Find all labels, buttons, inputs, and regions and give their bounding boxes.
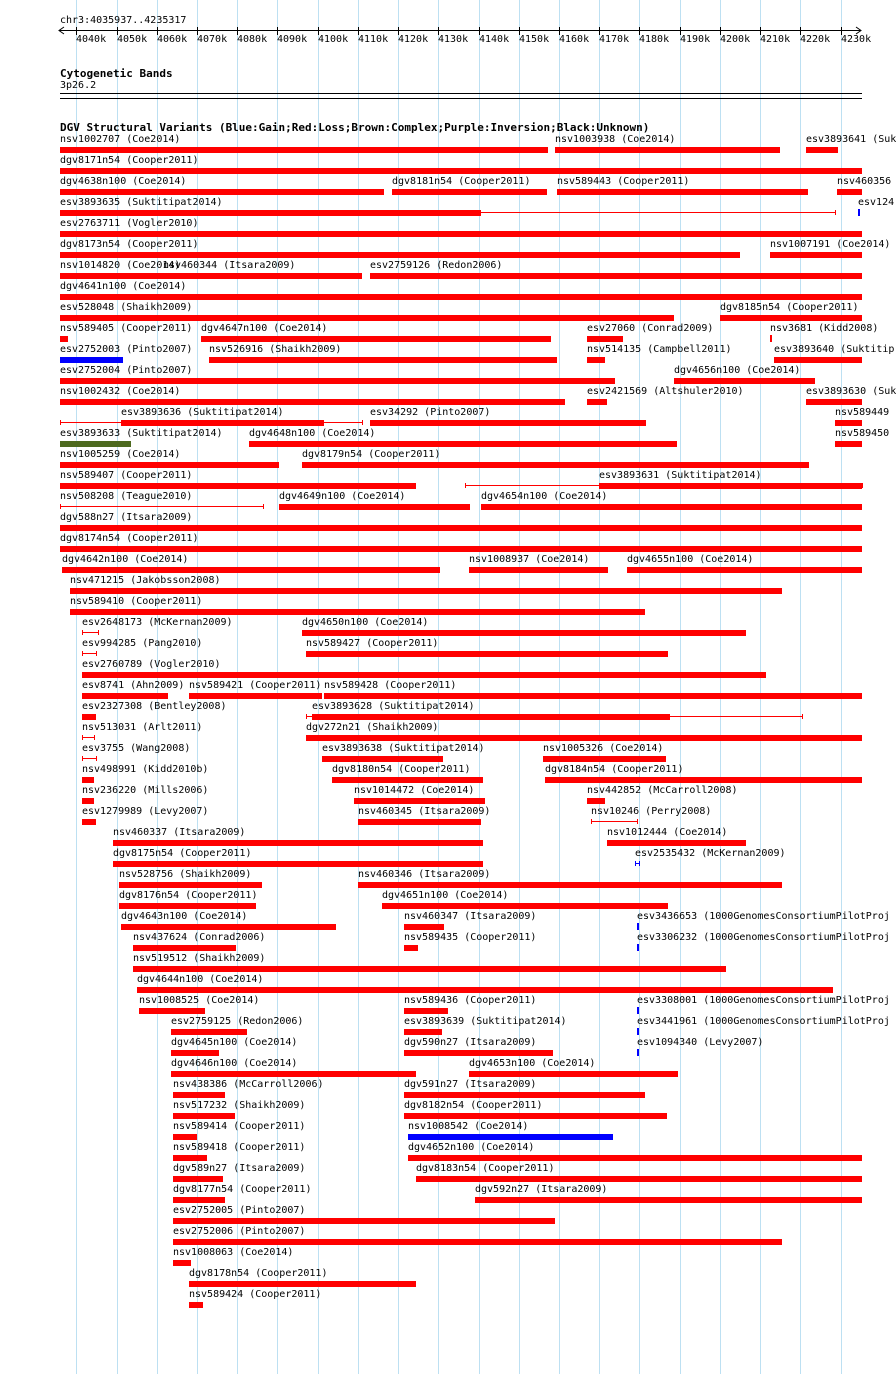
- sv-feature-bar[interactable]: [302, 462, 809, 468]
- sv-feature-bar[interactable]: [392, 189, 547, 195]
- sv-feature-bar[interactable]: [302, 630, 746, 636]
- sv-feature-line[interactable]: [82, 632, 98, 633]
- sv-feature-bar[interactable]: [173, 1197, 225, 1203]
- axis-tick-label: 4200k: [720, 34, 751, 45]
- sv-feature-label[interactable]: nsv589428 (Cooper2011): [324, 680, 457, 691]
- sv-feature-bar[interactable]: [404, 924, 444, 930]
- sv-feature-label[interactable]: nsv1007191 (Coe2014): [770, 239, 891, 250]
- track-divider: [60, 98, 862, 99]
- sv-feature-label[interactable]: esv2421569 (Altshuler2010): [587, 386, 744, 397]
- axis-tick-label: 4190k: [680, 34, 711, 45]
- sv-feature-bar[interactable]: [70, 609, 645, 615]
- sv-feature-line[interactable]: [82, 653, 96, 654]
- sv-feature-cap: [591, 819, 592, 824]
- sv-feature-label[interactable]: nsv1002707 (Coe2014): [60, 134, 181, 145]
- sv-feature-label[interactable]: dgv8181n54 (Cooper2011): [392, 176, 531, 187]
- sv-feature-bar[interactable]: [60, 315, 674, 321]
- sv-feature-label[interactable]: dgv4638n100 (Coe2014): [60, 176, 187, 187]
- sv-feature-bar[interactable]: [60, 231, 862, 237]
- sv-feature-label[interactable]: esv3893631 (Suktitipat2014): [599, 470, 762, 481]
- sv-feature-label[interactable]: dgv4652n100 (Coe2014): [408, 1142, 535, 1153]
- sv-feature-label[interactable]: nsv460347 (Itsara2009): [404, 911, 537, 922]
- sv-feature-label[interactable]: esv3893640 (Suktitip: [774, 344, 895, 355]
- axis-tick-label: 4080k: [237, 34, 268, 45]
- gridline: [841, 0, 842, 1374]
- sv-feature-label[interactable]: nsv1003938 (Coe2014): [555, 134, 676, 145]
- sv-feature-label[interactable]: dgv4656n100 (Coe2014): [674, 365, 801, 376]
- axis-tick-label: 4220k: [800, 34, 831, 45]
- sv-feature-bar[interactable]: [835, 441, 862, 447]
- sv-feature-label[interactable]: esv3893641 (Suk: [806, 134, 896, 145]
- sv-feature-label[interactable]: esv3306232 (1000GenomesConsortiumPilotProj: [637, 932, 890, 943]
- sv-feature-label[interactable]: esv3893633 (Suktitipat2014): [60, 428, 223, 439]
- sv-feature-bar[interactable]: [60, 336, 68, 342]
- sv-feature-cap: [98, 630, 99, 635]
- sv-feature-mark[interactable]: [637, 944, 639, 951]
- sv-feature-label[interactable]: dgv592n27 (Itsara2009): [475, 1184, 608, 1195]
- sv-feature-label[interactable]: dgv8174n54 (Cooper2011): [60, 533, 199, 544]
- sv-feature-bar[interactable]: [279, 504, 470, 510]
- sv-feature-bar[interactable]: [354, 798, 485, 804]
- sv-feature-bar[interactable]: [545, 777, 862, 783]
- sv-feature-label[interactable]: esv2535432 (McKernan2009): [635, 848, 786, 859]
- sv-feature-bar[interactable]: [469, 567, 608, 573]
- sv-feature-bar[interactable]: [60, 210, 481, 216]
- sv-feature-bar[interactable]: [82, 714, 96, 720]
- sv-feature-label[interactable]: nsv1008542 (Coe2014): [408, 1121, 529, 1132]
- sv-feature-bar[interactable]: [189, 693, 322, 699]
- sv-feature-bar[interactable]: [60, 147, 548, 153]
- sv-feature-label[interactable]: nsv1008063 (Coe2014): [173, 1247, 294, 1258]
- sv-feature-bar[interactable]: [587, 336, 623, 342]
- gridline: [639, 0, 640, 1374]
- sv-feature-line[interactable]: [60, 506, 263, 507]
- sv-feature-label[interactable]: nsv1002432 (Coe2014): [60, 386, 181, 397]
- sv-feature-cap: [60, 420, 61, 425]
- axis-tick-label: 4090k: [277, 34, 308, 45]
- sv-feature-label[interactable]: esv3893630 (Suk: [806, 386, 896, 397]
- sv-feature-label[interactable]: nsv438386 (McCarroll2006): [173, 1079, 324, 1090]
- sv-feature-bar[interactable]: [82, 798, 94, 804]
- sv-feature-label[interactable]: esv124: [858, 197, 895, 208]
- sv-feature-bar[interactable]: [557, 189, 808, 195]
- sv-feature-label[interactable]: nsv514135 (Campbell2011): [587, 344, 732, 355]
- sv-feature-bar[interactable]: [60, 168, 862, 174]
- sv-feature-label[interactable]: nsv1008525 (Coe2014): [139, 995, 260, 1006]
- sv-feature-bar[interactable]: [370, 420, 646, 426]
- sv-feature-bar[interactable]: [121, 924, 336, 930]
- axis-tick-label: 4050k: [117, 34, 148, 45]
- sv-feature-label[interactable]: nsv460344 (Itsara2009): [163, 260, 296, 271]
- sv-feature-bar[interactable]: [173, 1134, 197, 1140]
- sv-feature-bar[interactable]: [469, 1071, 678, 1077]
- sv-feature-label[interactable]: dgv4645n100 (Coe2014): [171, 1037, 298, 1048]
- sv-feature-bar[interactable]: [169, 945, 225, 951]
- sv-feature-label[interactable]: nsv1014472 (Coe2014): [354, 785, 475, 796]
- cytoband-label: 3p26.2: [60, 80, 97, 91]
- sv-feature-bar[interactable]: [60, 546, 862, 552]
- sv-feature-label[interactable]: nsv526916 (Shaikh2009): [209, 344, 342, 355]
- sv-feature-label[interactable]: nsv589407 (Cooper2011): [60, 470, 193, 481]
- sv-feature-label[interactable]: dgv8183n54 (Cooper2011): [416, 1163, 555, 1174]
- sv-feature-label[interactable]: dgv588n27 (Itsara2009): [60, 512, 193, 523]
- sv-feature-bar[interactable]: [189, 1302, 203, 1308]
- sv-feature-bar[interactable]: [249, 441, 677, 447]
- sv-feature-cap: [465, 483, 466, 488]
- axis-tick-label: 4170k: [599, 34, 630, 45]
- sv-feature-label[interactable]: nsv460346 (Itsara2009): [358, 869, 491, 880]
- sv-feature-label[interactable]: nsv460345 (Itsara2009): [358, 806, 491, 817]
- sv-feature-bar[interactable]: [332, 777, 483, 783]
- sv-feature-label[interactable]: esv3441961 (1000GenomesConsortiumPilotProj: [637, 1016, 890, 1027]
- sv-feature-label[interactable]: esv2760789 (Vogler2010): [82, 659, 221, 670]
- sv-feature-cap: [82, 630, 83, 635]
- sv-feature-cap: [862, 483, 863, 488]
- gridline: [559, 0, 560, 1374]
- sv-feature-label[interactable]: dgv4647n100 (Coe2014): [201, 323, 328, 334]
- sv-feature-label[interactable]: dgv8171n54 (Cooper2011): [60, 155, 199, 166]
- position-label: chr3:4035937..4235317: [60, 15, 187, 26]
- sv-feature-bar[interactable]: [358, 882, 782, 888]
- sv-feature-bar[interactable]: [201, 336, 551, 342]
- sv-feature-bar[interactable]: [171, 1050, 219, 1056]
- sv-feature-label[interactable]: esv994285 (Pang2010): [82, 638, 203, 649]
- sv-feature-bar[interactable]: [82, 672, 766, 678]
- sv-feature-bar[interactable]: [60, 252, 740, 258]
- sv-feature-bar[interactable]: [404, 945, 418, 951]
- sv-feature-label[interactable]: dgv4646n100 (Coe2014): [171, 1058, 298, 1069]
- sv-feature-label[interactable]: dgv4641n100 (Coe2014): [60, 281, 187, 292]
- sv-feature-bar[interactable]: [837, 189, 862, 195]
- sv-feature-label[interactable]: esv3893635 (Suktitipat2014): [60, 197, 223, 208]
- sv-feature-label[interactable]: nsv589435 (Cooper2011): [404, 932, 537, 943]
- sv-feature-mark[interactable]: [637, 1028, 639, 1035]
- sv-feature-label[interactable]: dgv590n27 (Itsara2009): [404, 1037, 537, 1048]
- sv-feature-label[interactable]: nsv513031 (Arlt2011): [82, 722, 203, 733]
- sv-feature-label[interactable]: dgv4653n100 (Coe2014): [469, 1058, 596, 1069]
- sv-feature-bar[interactable]: [113, 861, 483, 867]
- sv-feature-cap: [82, 756, 83, 761]
- cytoband-track-title: Cytogenetic Bands: [60, 67, 173, 80]
- sv-feature-bar[interactable]: [139, 1008, 205, 1014]
- sv-feature-bar[interactable]: [163, 273, 362, 279]
- sv-feature-label[interactable]: dgv4644n100 (Coe2014): [137, 974, 264, 985]
- sv-feature-bar[interactable]: [173, 1155, 207, 1161]
- sv-feature-bar[interactable]: [121, 420, 324, 426]
- gridline: [599, 0, 600, 1374]
- sv-feature-cap: [639, 861, 640, 866]
- axis-tick-label: 4060k: [157, 34, 188, 45]
- sv-feature-label[interactable]: nsv460337 (Itsara2009): [113, 827, 246, 838]
- sv-feature-label[interactable]: dgv4654n100 (Coe2014): [481, 491, 608, 502]
- sv-feature-bar[interactable]: [173, 1218, 555, 1224]
- sv-feature-label[interactable]: dgv4651n100 (Coe2014): [382, 890, 509, 901]
- sv-feature-bar[interactable]: [82, 819, 96, 825]
- gridline: [680, 0, 681, 1374]
- sv-feature-label[interactable]: nsv1005259 (Coe2014): [60, 449, 181, 460]
- axis-tick-label: 4100k: [318, 34, 349, 45]
- sv-feature-cap: [96, 756, 97, 761]
- gridline: [760, 0, 761, 1374]
- axis-tick-label: 4120k: [398, 34, 429, 45]
- sv-feature-bar[interactable]: [171, 1029, 247, 1035]
- sv-feature-label[interactable]: esv8741 (Ahn2009): [82, 680, 185, 691]
- sv-feature-label[interactable]: nsv508208 (Teague2010): [60, 491, 193, 502]
- sv-feature-label[interactable]: dgv8180n54 (Cooper2011): [332, 764, 471, 775]
- axis-tick-label: 4070k: [197, 34, 228, 45]
- sv-feature-label[interactable]: nsv498991 (Kidd2010b): [82, 764, 209, 775]
- axis-tick-label: 4210k: [760, 34, 791, 45]
- axis-tick-label: 4040k: [76, 34, 107, 45]
- sv-feature-bar[interactable]: [60, 357, 123, 363]
- sv-feature-label[interactable]: esv2752006 (Pinto2007): [173, 1226, 306, 1237]
- sv-feature-label[interactable]: esv2763711 (Vogler2010): [60, 218, 199, 229]
- sv-feature-bar[interactable]: [324, 693, 862, 699]
- sv-feature-label[interactable]: esv2327308 (Bentley2008): [82, 701, 227, 712]
- sv-feature-label[interactable]: nsv589410 (Cooper2011): [70, 596, 203, 607]
- sv-feature-bar[interactable]: [370, 273, 862, 279]
- sv-feature-label[interactable]: nsv589405 (Cooper2011): [60, 323, 193, 334]
- sv-feature-bar[interactable]: [60, 483, 416, 489]
- sv-feature-bar[interactable]: [475, 1197, 862, 1203]
- sv-feature-bar[interactable]: [173, 1113, 235, 1119]
- gridline: [800, 0, 801, 1374]
- sv-feature-label[interactable]: dgv8176n54 (Cooper2011): [119, 890, 258, 901]
- sv-feature-label[interactable]: dgv589n27 (Itsara2009): [173, 1163, 306, 1174]
- sv-feature-bar[interactable]: [82, 777, 94, 783]
- sv-feature-label[interactable]: esv2759126 (Redon2006): [370, 260, 503, 271]
- sv-feature-bar[interactable]: [404, 1050, 553, 1056]
- sv-feature-cap: [635, 861, 636, 866]
- sv-feature-label[interactable]: esv3436653 (1000GenomesConsortiumPilotProj: [637, 911, 890, 922]
- sv-feature-label[interactable]: nsv589436 (Cooper2011): [404, 995, 537, 1006]
- axis-tick-label: 4150k: [519, 34, 550, 45]
- sv-feature-bar[interactable]: [119, 882, 262, 888]
- sv-feature-label[interactable]: nsv589414 (Cooper2011): [173, 1121, 306, 1132]
- sv-feature-bar[interactable]: [835, 420, 862, 426]
- sv-feature-label[interactable]: nsv589450: [835, 428, 890, 439]
- sv-feature-label[interactable]: esv1279989 (Levy2007): [82, 806, 209, 817]
- sv-feature-mark[interactable]: [770, 335, 772, 342]
- sv-feature-label[interactable]: dgv8184n54 (Cooper2011): [545, 764, 684, 775]
- sv-feature-mark[interactable]: [637, 1049, 639, 1056]
- sv-feature-label[interactable]: dgv8179n54 (Cooper2011): [302, 449, 441, 460]
- sv-feature-bar[interactable]: [209, 357, 557, 363]
- sv-feature-bar[interactable]: [627, 567, 862, 573]
- sv-feature-bar[interactable]: [607, 840, 746, 846]
- dgv-track-title: DGV Structural Variants (Blue:Gain;Red:Loss;Brown:Complex;Purple:Inversion;Black:Unknown): [60, 121, 650, 134]
- sv-feature-bar[interactable]: [587, 357, 605, 363]
- sv-feature-bar[interactable]: [306, 651, 668, 657]
- sv-feature-bar[interactable]: [358, 819, 481, 825]
- sv-feature-bar[interactable]: [60, 441, 131, 447]
- sv-feature-line[interactable]: [82, 758, 96, 759]
- sv-feature-cap: [835, 210, 836, 215]
- sv-feature-cap: [362, 420, 363, 425]
- sv-feature-label[interactable]: esv3893628 (Suktitipat2014): [312, 701, 475, 712]
- sv-feature-label[interactable]: nsv1012444 (Coe2014): [607, 827, 728, 838]
- sv-feature-label[interactable]: dgv591n27 (Itsara2009): [404, 1079, 537, 1090]
- sv-feature-bar[interactable]: [543, 756, 666, 762]
- sv-feature-bar[interactable]: [555, 147, 780, 153]
- sv-feature-bar[interactable]: [770, 252, 862, 258]
- sv-feature-bar[interactable]: [416, 1176, 862, 1182]
- sv-feature-label[interactable]: dgv8185n54 (Cooper2011): [720, 302, 859, 313]
- sv-feature-bar[interactable]: [173, 1176, 223, 1182]
- sv-feature-mark[interactable]: [637, 923, 639, 930]
- sv-feature-label[interactable]: esv34292 (Pinto2007): [370, 407, 491, 418]
- sv-feature-bar[interactable]: [171, 1071, 416, 1077]
- sv-feature-line[interactable]: [591, 821, 637, 822]
- sv-feature-mark[interactable]: [858, 209, 860, 216]
- sv-feature-label[interactable]: dgv272n21 (Shaikh2009): [306, 722, 439, 733]
- axis-tick-label: 4110k: [358, 34, 389, 45]
- sv-feature-label[interactable]: nsv517232 (Shaikh2009): [173, 1100, 306, 1111]
- sv-feature-bar[interactable]: [404, 1113, 667, 1119]
- sv-feature-label[interactable]: esv528048 (Shaikh2009): [60, 302, 193, 313]
- sv-feature-label[interactable]: nsv589421 (Cooper2011): [189, 680, 322, 691]
- sv-feature-bar[interactable]: [720, 315, 862, 321]
- sv-feature-bar[interactable]: [806, 147, 838, 153]
- sv-feature-label[interactable]: nsv528756 (Shaikh2009): [119, 869, 252, 880]
- axis-tick-label: 4160k: [559, 34, 590, 45]
- sv-feature-bar[interactable]: [587, 798, 605, 804]
- sv-feature-cap: [802, 714, 803, 719]
- sv-feature-cap: [306, 714, 307, 719]
- sv-feature-label[interactable]: nsv1008937 (Coe2014): [469, 554, 590, 565]
- sv-feature-label[interactable]: dgv4642n100 (Coe2014): [62, 554, 189, 565]
- sv-feature-cap: [263, 504, 264, 509]
- sv-feature-bar[interactable]: [173, 1092, 225, 1098]
- sv-feature-label[interactable]: nsv471215 (Jakobsson2008): [70, 575, 221, 586]
- sv-feature-cap: [637, 819, 638, 824]
- sv-feature-bar[interactable]: [173, 1260, 191, 1266]
- sv-feature-bar[interactable]: [60, 189, 384, 195]
- sv-feature-mark[interactable]: [637, 1007, 639, 1014]
- sv-feature-bar[interactable]: [312, 714, 670, 720]
- sv-feature-bar[interactable]: [587, 399, 607, 405]
- sv-feature-label[interactable]: dgv8178n54 (Cooper2011): [189, 1268, 328, 1279]
- sv-feature-bar[interactable]: [137, 987, 833, 993]
- sv-feature-bar[interactable]: [60, 378, 615, 384]
- sv-feature-label[interactable]: nsv519512 (Shaikh2009): [133, 953, 266, 964]
- sv-feature-bar[interactable]: [774, 357, 862, 363]
- sv-feature-label[interactable]: esv27060 (Conrad2009): [587, 323, 714, 334]
- sv-feature-label[interactable]: nsv589424 (Cooper2011): [189, 1289, 322, 1300]
- sv-feature-bar[interactable]: [113, 840, 483, 846]
- axis-tick-label: 4180k: [639, 34, 670, 45]
- sv-feature-label[interactable]: esv3308001 (1000GenomesConsortiumPilotProj: [637, 995, 890, 1006]
- sv-feature-bar[interactable]: [60, 462, 279, 468]
- sv-feature-label[interactable]: nsv589427 (Cooper2011): [306, 638, 439, 649]
- sv-feature-label[interactable]: esv3893638 (Suktitipat2014): [322, 743, 485, 754]
- sv-feature-bar[interactable]: [70, 588, 782, 594]
- sv-feature-bar[interactable]: [382, 903, 668, 909]
- sv-feature-bar[interactable]: [173, 1239, 782, 1245]
- gridline: [720, 0, 721, 1374]
- sv-feature-label[interactable]: esv2759125 (Redon2006): [171, 1016, 304, 1027]
- sv-feature-label[interactable]: dgv8177n54 (Cooper2011): [173, 1184, 312, 1195]
- sv-feature-bar[interactable]: [60, 273, 163, 279]
- sv-feature-bar[interactable]: [599, 483, 862, 489]
- sv-feature-label[interactable]: esv3755 (Wang2008): [82, 743, 191, 754]
- sv-feature-cap: [96, 651, 97, 656]
- sv-feature-bar[interactable]: [404, 1092, 645, 1098]
- sv-feature-label[interactable]: nsv3681 (Kidd2008): [770, 323, 879, 334]
- sv-feature-label[interactable]: nsv1014820 (Coe2014): [60, 260, 181, 271]
- sv-feature-bar[interactable]: [60, 525, 862, 531]
- track-divider: [60, 93, 862, 94]
- sv-feature-label[interactable]: nsv589449: [835, 407, 890, 418]
- sv-feature-bar[interactable]: [806, 399, 862, 405]
- sv-feature-label[interactable]: nsv442852 (McCarroll2008): [587, 785, 738, 796]
- axis-tick-label: 4130k: [438, 34, 469, 45]
- sv-feature-bar[interactable]: [60, 399, 565, 405]
- sv-feature-bar[interactable]: [133, 966, 726, 972]
- sv-feature-label[interactable]: esv3893639 (Suktitipat2014): [404, 1016, 567, 1027]
- sv-feature-line[interactable]: [82, 737, 94, 738]
- sv-feature-bar[interactable]: [82, 693, 168, 699]
- sv-feature-bar[interactable]: [674, 378, 815, 384]
- sv-feature-label[interactable]: nsv460356: [837, 176, 892, 187]
- sv-feature-label[interactable]: nsv589418 (Cooper2011): [173, 1142, 306, 1153]
- sv-feature-cap: [60, 504, 61, 509]
- axis-tick-label: 4230k: [841, 34, 872, 45]
- sv-feature-label[interactable]: esv2752004 (Pinto2007): [60, 365, 193, 376]
- sv-feature-cap: [82, 651, 83, 656]
- sv-feature-bar[interactable]: [119, 903, 256, 909]
- sv-feature-bar[interactable]: [62, 567, 440, 573]
- sv-feature-label[interactable]: esv2752003 (Pinto2007): [60, 344, 193, 355]
- sv-feature-label[interactable]: dgv4643n100 (Coe2014): [121, 911, 248, 922]
- sv-feature-bar[interactable]: [481, 504, 862, 510]
- sv-feature-label[interactable]: dgv8182n54 (Cooper2011): [404, 1100, 543, 1111]
- sv-feature-cap: [82, 735, 83, 740]
- sv-feature-label[interactable]: dgv8173n54 (Cooper2011): [60, 239, 199, 250]
- sv-feature-label[interactable]: dgv8175n54 (Cooper2011): [113, 848, 252, 859]
- sv-feature-label[interactable]: nsv589443 (Cooper2011): [557, 176, 690, 187]
- sv-feature-bar[interactable]: [404, 1008, 448, 1014]
- sv-feature-label[interactable]: esv1094340 (Levy2007): [637, 1037, 764, 1048]
- sv-feature-bar[interactable]: [404, 1029, 442, 1035]
- sv-feature-label[interactable]: esv2648173 (McKernan2009): [82, 617, 233, 628]
- sv-feature-cap: [94, 735, 95, 740]
- sv-feature-label[interactable]: nsv437624 (Conrad2006): [133, 932, 266, 943]
- sv-feature-bar[interactable]: [189, 1281, 416, 1287]
- sv-feature-bar[interactable]: [60, 294, 862, 300]
- sv-feature-bar[interactable]: [408, 1155, 862, 1161]
- sv-feature-bar[interactable]: [306, 735, 862, 741]
- sv-feature-label[interactable]: esv2752005 (Pinto2007): [173, 1205, 306, 1216]
- sv-feature-label[interactable]: nsv1005326 (Coe2014): [543, 743, 664, 754]
- sv-feature-label[interactable]: nsv10246 (Perry2008): [591, 806, 712, 817]
- axis-tick-label: 4140k: [479, 34, 510, 45]
- sv-feature-bar[interactable]: [322, 756, 443, 762]
- sv-feature-bar[interactable]: [408, 1134, 613, 1140]
- sv-feature-label[interactable]: dgv4649n100 (Coe2014): [279, 491, 406, 502]
- sv-feature-label[interactable]: esv3893636 (Suktitipat2014): [121, 407, 284, 418]
- sv-feature-label[interactable]: nsv236220 (Mills2006): [82, 785, 209, 796]
- sv-feature-label[interactable]: dgv4655n100 (Coe2014): [627, 554, 754, 565]
- sv-feature-label[interactable]: dgv4650n100 (Coe2014): [302, 617, 429, 628]
- sv-feature-label[interactable]: dgv4648n100 (Coe2014): [249, 428, 376, 439]
